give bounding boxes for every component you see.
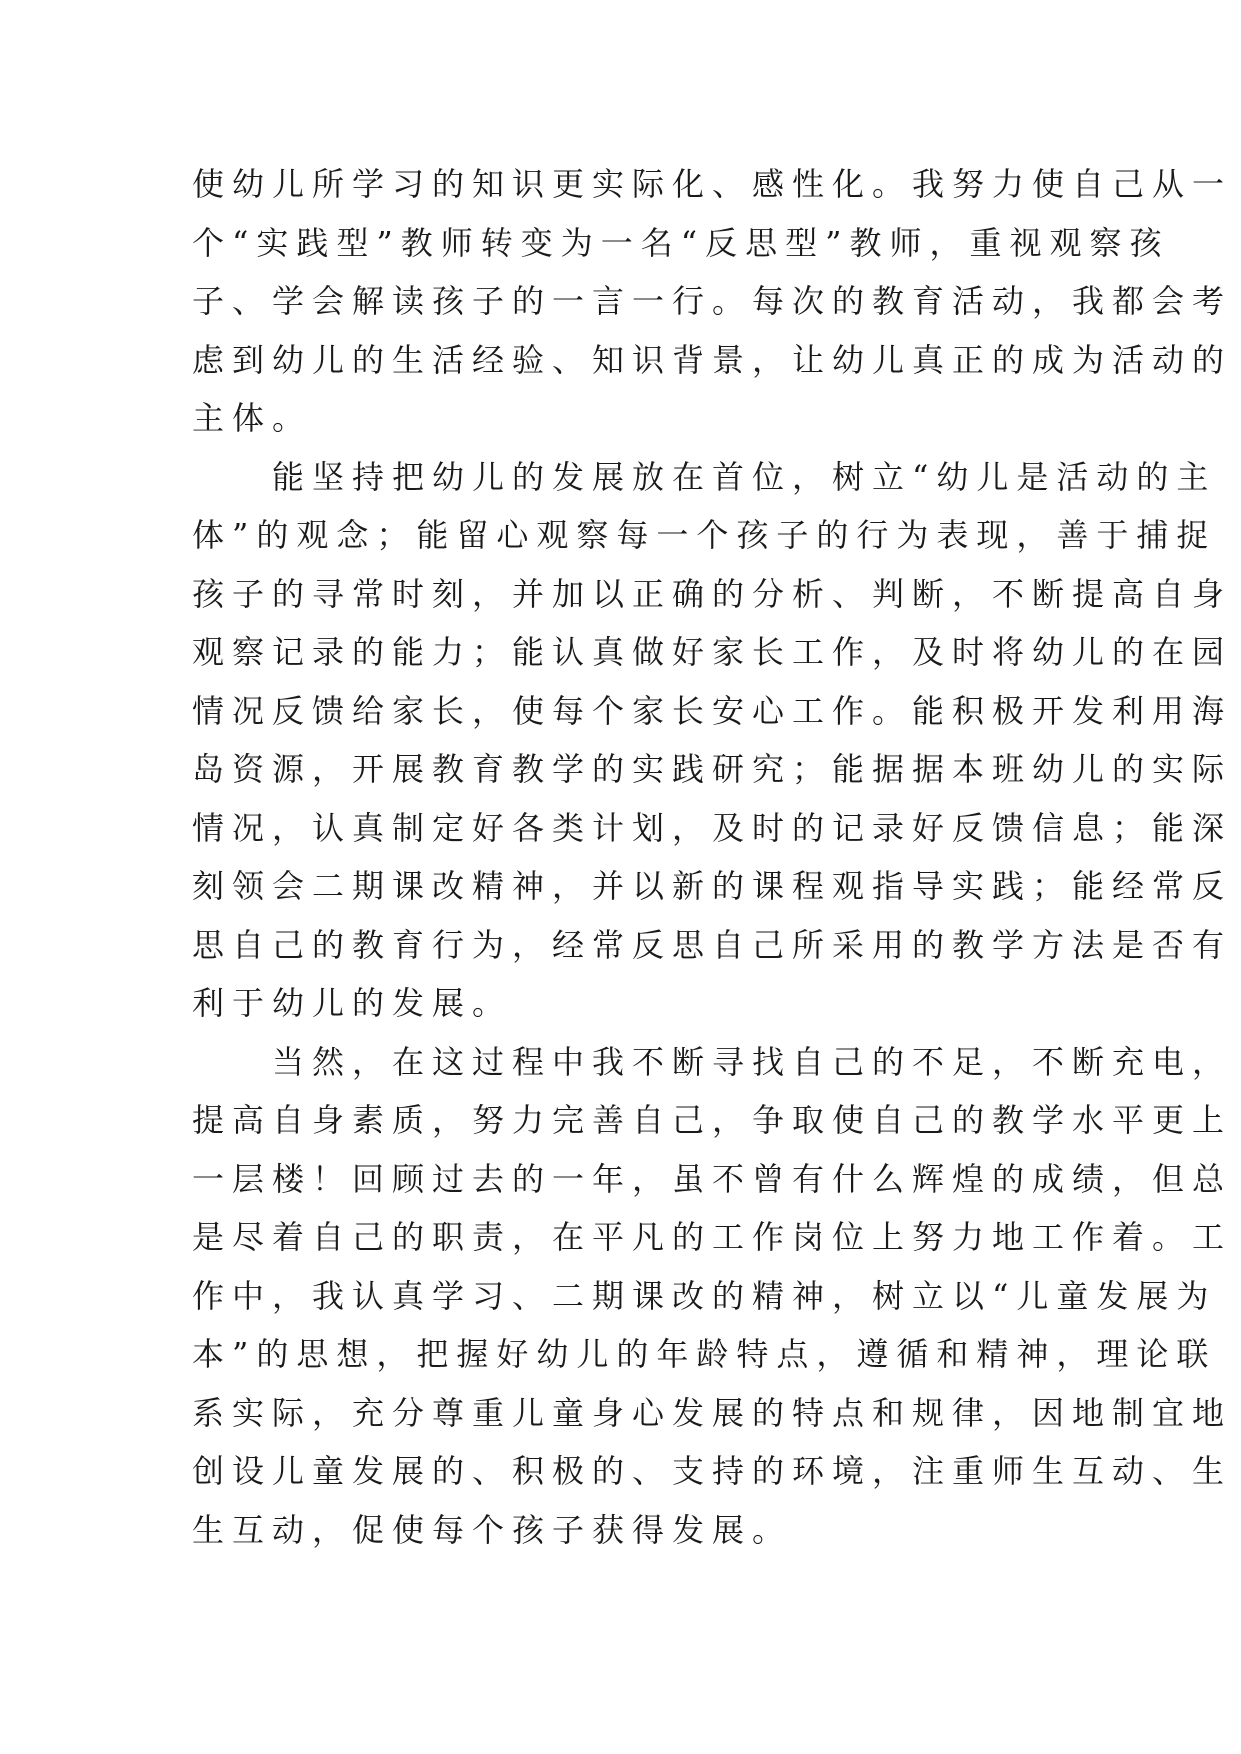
text-line: 系实际，充分尊重儿童身心发展的特点和规律，因地制宜地: [192, 1393, 1233, 1432]
text-line: 情况反馈给家长，使每个家长安心工作。能积极开发利用海: [192, 691, 1233, 730]
text-line: 使幼儿所学习的知识更实际化、感性化。我努力使自己从一: [192, 165, 1233, 203]
text-line: 虑到幼儿的生活经验、知识背景，让幼儿真正的成为活动的: [192, 340, 1233, 379]
text-line: 岛资源，开展教育教学的实践研究；能据据本班幼儿的实际: [192, 750, 1233, 788]
text-line: 生互动，促使每个孩子获得发展。: [192, 1510, 793, 1549]
text-line: 主体。: [192, 399, 313, 437]
text-line: 能坚持把幼儿的发展放在首位，树立“幼儿是活动的主: [192, 457, 1217, 496]
text-line: 刻领会二期课改精神，并以新的课程观指导实践；能经常反: [192, 867, 1233, 905]
text-line: 体”的观念；能留心观察每一个孩子的行为表现，善于捕捉: [192, 516, 1217, 554]
text-line: 提高自身素质，努力完善自己，争取使自己的教学水平更上: [192, 1101, 1233, 1139]
text-line: 孩子的寻常时刻，并加以正确的分析、判断，不断提高自身: [192, 574, 1233, 613]
text-line: 一层楼！回顾过去的一年，虽不曾有什么辉煌的成绩，但总: [192, 1159, 1233, 1198]
text-line: 当然，在这过程中我不断寻找自己的不足，不断充电，: [192, 1042, 1233, 1081]
text-line: 作中，我认真学习、二期课改的精神，树立以“儿童发展为: [192, 1276, 1217, 1315]
text-line: 是尽着自己的职责，在平凡的工作岗位上努力地工作着。工: [192, 1218, 1233, 1256]
text-line: 利于幼儿的发展。: [192, 984, 513, 1022]
text-line: 子、学会解读孩子的一言一行。每次的教育活动，我都会考: [192, 282, 1233, 320]
document-body: [192, 155, 1233, 1559]
text-line: 创设儿童发展的、积极的、支持的环境，注重师生互动、生: [192, 1452, 1233, 1490]
text-line: 本”的思想，把握好幼儿的年龄特点，遵循和精神，理论联: [192, 1335, 1217, 1373]
text-line: 思自己的教育行为，经常反思自己所采用的教学方法是否有: [192, 925, 1233, 964]
text-line: 情况，认真制定好各类计划，及时的记录好反馈信息；能深: [192, 808, 1233, 847]
text-line: 观察记录的能力；能认真做好家长工作，及时将幼儿的在园: [192, 633, 1233, 671]
text-line: 个“实践型”教师转变为一名“反思型”教师，重视观察孩: [192, 223, 1170, 262]
